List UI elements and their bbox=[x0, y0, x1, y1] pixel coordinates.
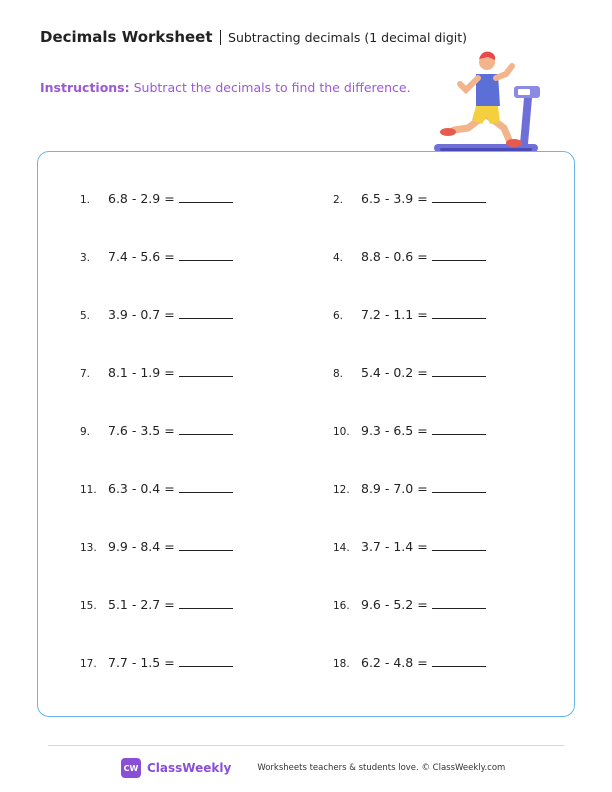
problem-expression: 8.1 - 1.9 = bbox=[108, 365, 175, 380]
problem-number: 5. bbox=[80, 310, 91, 322]
problem-expression: 6.8 - 2.9 = bbox=[108, 191, 175, 206]
problem-item bbox=[333, 364, 486, 384]
answer-blank[interactable] bbox=[432, 654, 486, 667]
problem-expression: 6.5 - 3.9 = bbox=[361, 191, 428, 206]
problem-item bbox=[80, 422, 233, 442]
problem-number: 7. bbox=[80, 368, 91, 380]
answer-blank[interactable] bbox=[432, 306, 486, 319]
problem-number: 2. bbox=[333, 194, 344, 206]
answer-blank[interactable] bbox=[432, 596, 486, 609]
problem-item bbox=[333, 422, 486, 442]
brand-name: ClassWeekly bbox=[147, 761, 232, 775]
problem-item bbox=[80, 190, 233, 210]
problem-expression: 5.1 - 2.7 = bbox=[108, 597, 175, 612]
problem-number: 15. bbox=[80, 600, 97, 612]
problem-expression: 6.2 - 4.8 = bbox=[361, 655, 428, 670]
problem-number: 14. bbox=[333, 542, 350, 554]
answer-blank[interactable] bbox=[179, 596, 233, 609]
worksheet-title: Decimals Worksheet bbox=[40, 28, 213, 46]
problem-item bbox=[80, 596, 233, 616]
footer bbox=[121, 758, 505, 778]
problem-number: 10. bbox=[333, 426, 350, 438]
answer-blank[interactable] bbox=[432, 422, 486, 435]
problem-expression: 8.9 - 7.0 = bbox=[361, 481, 428, 496]
problem-item bbox=[333, 190, 486, 210]
problem-number: 9. bbox=[80, 426, 91, 438]
answer-blank[interactable] bbox=[179, 248, 233, 261]
problem-item bbox=[333, 596, 486, 616]
problem-number: 18. bbox=[333, 658, 350, 670]
instructions bbox=[40, 80, 411, 95]
problem-item bbox=[80, 480, 233, 500]
problem-item bbox=[333, 654, 486, 674]
problem-item bbox=[80, 248, 233, 268]
problem-expression: 3.9 - 0.7 = bbox=[108, 307, 175, 322]
problem-item bbox=[333, 480, 486, 500]
problem-expression: 5.4 - 0.2 = bbox=[361, 365, 428, 380]
problem-item bbox=[80, 538, 233, 558]
answer-blank[interactable] bbox=[432, 248, 486, 261]
problem-expression: 7.4 - 5.6 = bbox=[108, 249, 175, 264]
problem-expression: 7.6 - 3.5 = bbox=[108, 423, 175, 438]
problem-number: 1. bbox=[80, 194, 91, 206]
problem-expression: 9.6 - 5.2 = bbox=[361, 597, 428, 612]
answer-blank[interactable] bbox=[179, 190, 233, 203]
answer-blank[interactable] bbox=[432, 364, 486, 377]
instructions-label: Instructions: bbox=[40, 80, 130, 95]
title-separator bbox=[220, 30, 222, 45]
answer-blank[interactable] bbox=[179, 306, 233, 319]
worksheet-header bbox=[40, 27, 467, 47]
problem-number: 4. bbox=[333, 252, 344, 264]
problem-expression: 3.7 - 1.4 = bbox=[361, 539, 428, 554]
worksheet-subtitle: Subtracting decimals (1 decimal digit) bbox=[228, 29, 467, 45]
answer-blank[interactable] bbox=[432, 538, 486, 551]
problem-item bbox=[333, 306, 486, 326]
problem-expression: 7.2 - 1.1 = bbox=[361, 307, 428, 322]
problem-number: 8. bbox=[333, 368, 344, 380]
problem-number: 3. bbox=[80, 252, 91, 264]
problem-item bbox=[333, 538, 486, 558]
problem-expression: 7.7 - 1.5 = bbox=[108, 655, 175, 670]
problem-expression: 8.8 - 0.6 = bbox=[361, 249, 428, 264]
problem-number: 6. bbox=[333, 310, 344, 322]
problem-expression: 9.9 - 8.4 = bbox=[108, 539, 175, 554]
classweekly-logo: CW bbox=[121, 758, 141, 778]
problem-expression: 9.3 - 6.5 = bbox=[361, 423, 428, 438]
answer-blank[interactable] bbox=[179, 480, 233, 493]
treadmill-runner-illustration bbox=[432, 44, 542, 156]
answer-blank[interactable] bbox=[179, 654, 233, 667]
problem-number: 13. bbox=[80, 542, 97, 554]
footer-tagline: Worksheets teachers & students love. © ClassWeekly.com bbox=[257, 763, 506, 773]
problem-expression: 6.3 - 0.4 = bbox=[108, 481, 175, 496]
problem-item bbox=[333, 248, 486, 268]
answer-blank[interactable] bbox=[432, 480, 486, 493]
problem-item bbox=[80, 364, 233, 384]
problem-number: 12. bbox=[333, 484, 350, 496]
footer-divider bbox=[48, 745, 564, 746]
problem-item bbox=[80, 306, 233, 326]
answer-blank[interactable] bbox=[179, 538, 233, 551]
problem-number: 17. bbox=[80, 658, 97, 670]
problem-number: 11. bbox=[80, 484, 97, 496]
instructions-text: Subtract the decimals to find the difference. bbox=[133, 80, 411, 95]
problem-item bbox=[80, 654, 233, 674]
answer-blank[interactable] bbox=[432, 190, 486, 203]
problem-number: 16. bbox=[333, 600, 350, 612]
answer-blank[interactable] bbox=[179, 364, 233, 377]
answer-blank[interactable] bbox=[179, 422, 233, 435]
